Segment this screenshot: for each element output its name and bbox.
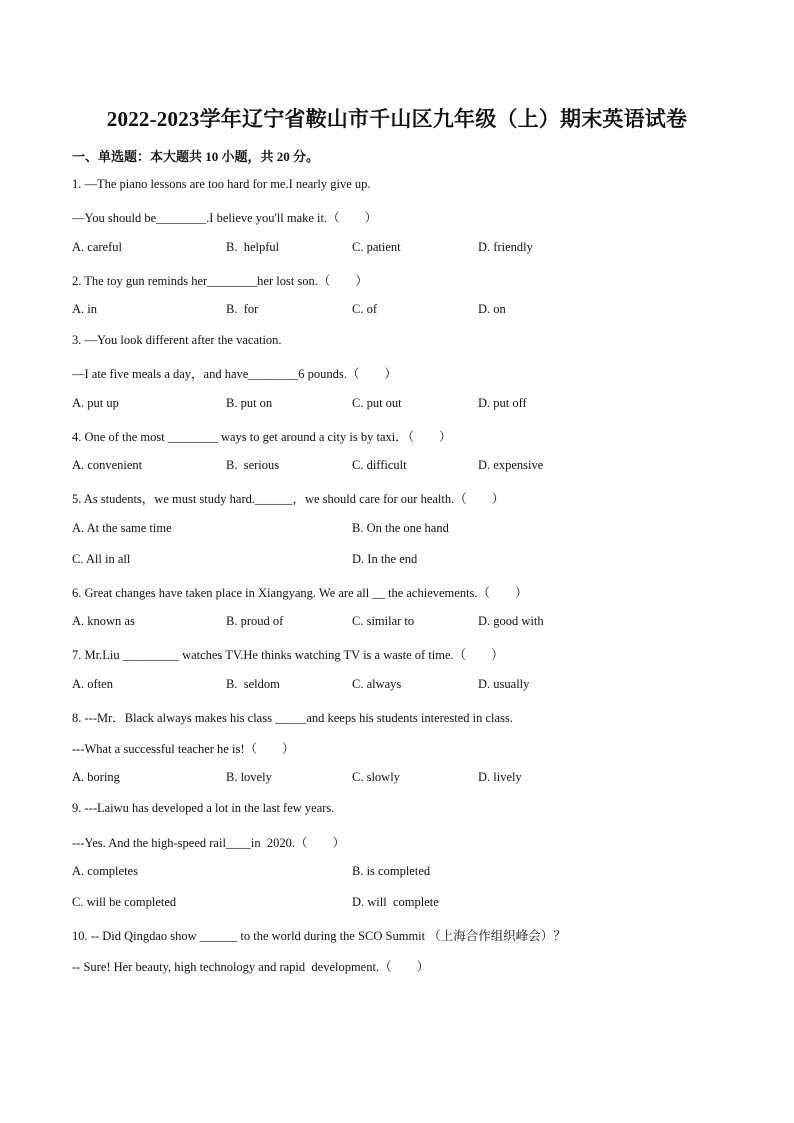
q1-option-c: C. patient <box>352 240 401 254</box>
q5-option-a: A. At the same time <box>72 521 172 535</box>
q6-option-d: D. good with <box>478 614 544 628</box>
q4-option-b: B. serious <box>226 458 280 472</box>
q3-option-d: D. put off <box>478 396 527 410</box>
q9-option-b: B. is completed <box>352 864 431 878</box>
q2-option-a: A. in <box>72 302 97 316</box>
q7-option-b: B. seldom <box>226 677 280 691</box>
q4-option-d: D. expensive <box>478 458 544 472</box>
q6-option-c: C. similar to <box>352 614 415 628</box>
section-heading: 一、单选题：本大题共 10 小题，共 20 分。 <box>72 149 320 164</box>
question-6-stem: 6. Great changes have taken place in Xiangyang. We are all __ the achievements.（ ） <box>72 586 528 600</box>
q5-option-d: D. In the end <box>352 552 418 566</box>
question-5-stem: 5. As students，we must study hard.______，we should care for our health.（ ） <box>72 492 505 506</box>
q2-option-c: C. of <box>352 302 377 316</box>
q1-option-a: A. careful <box>72 240 122 254</box>
question-3-stem: 3. —You look different after the vacation. <box>72 333 282 347</box>
question-10-line-2: -- Sure! Her beauty, high technology and rapid development.（ ） <box>72 960 430 974</box>
question-2-stem: 2. The toy gun reminds her________her lost son.（ ） <box>72 274 368 288</box>
q6-option-a: A. known as <box>72 614 135 628</box>
q2-option-d: D. on <box>478 302 506 316</box>
question-9-stem: 9. ---Laiwu has developed a lot in the last few years. <box>72 801 335 815</box>
q3-option-a: A. put up <box>72 396 119 410</box>
q3-option-c: C. put out <box>352 396 402 410</box>
q9-option-a: A. completes <box>72 864 138 878</box>
question-3-line-2: —I ate five meals a day，and have________6 pounds.（ ） <box>72 367 397 381</box>
question-10-stem: 10. -- Did Qingdao show ______ to the world during the SCO Summit （上海合作组织峰会）？ <box>72 929 566 943</box>
q5-option-b: B. On the one hand <box>352 521 449 535</box>
q7-option-c: C. always <box>352 677 402 691</box>
question-8-stem: 8. ---Mr．Black always makes his class _____and keeps his students interested in class. <box>72 711 513 725</box>
q3-option-b: B. put on <box>226 396 273 410</box>
question-1-stem: 1. —The piano lessons are too hard for me.I nearly give up. <box>72 177 371 191</box>
question-4-stem: 4. One of the most ________ ways to get around a city is by taxi．（ ） <box>72 430 452 444</box>
question-7-stem: 7. Mr.Liu _________ watches TV.He thinks watching TV is a waste of time.（ ） <box>72 648 504 662</box>
q8-option-a: A. boring <box>72 770 120 784</box>
q1-option-d: D. friendly <box>478 240 533 254</box>
q8-option-b: B. lovely <box>226 770 272 784</box>
q6-option-b: B. proud of <box>226 614 284 628</box>
q9-option-d: D. will complete <box>352 895 439 909</box>
q2-option-b: B. for <box>226 302 259 316</box>
page-title: 2022-2023学年辽宁省鞍山市千山区九年级（上）期末英语试卷 <box>106 107 688 131</box>
q7-option-d: D. usually <box>478 677 530 691</box>
question-8-line-2: ---What a successful teacher he is!（ ） <box>72 742 295 756</box>
q4-option-c: C. difficult <box>352 458 407 472</box>
question-9-line-2: ---Yes. And the high-speed rail____in 2020.（ ） <box>72 836 346 850</box>
q4-option-a: A. convenient <box>72 458 143 472</box>
q1-option-b: B. helpful <box>226 240 280 254</box>
q9-option-c: C. will be completed <box>72 895 177 909</box>
q8-option-c: C. slowly <box>352 770 400 784</box>
q5-option-c: C. All in all <box>72 552 131 566</box>
q7-option-a: A. often <box>72 677 113 691</box>
q8-option-d: D. lively <box>478 770 522 784</box>
question-1-line-2: —You should be________.I believe you'll make it.（ ） <box>72 211 378 225</box>
